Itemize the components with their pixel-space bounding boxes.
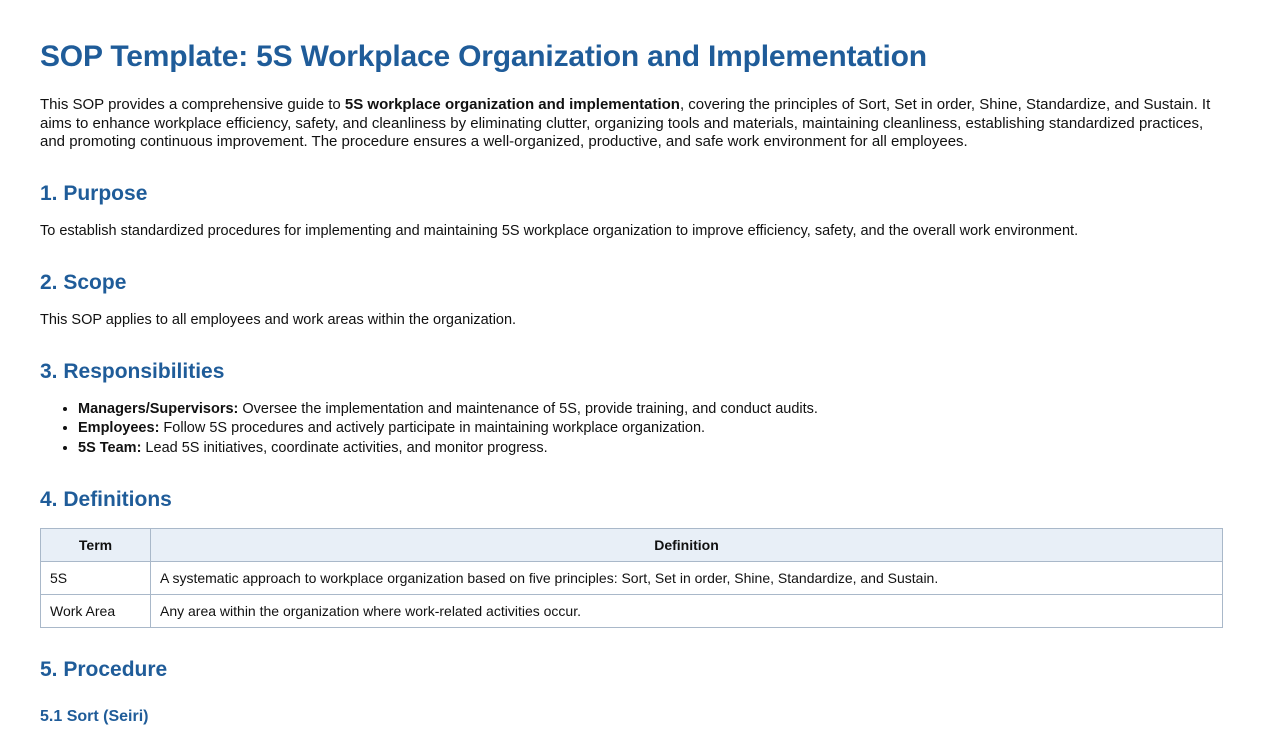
section-heading-purpose: 1. Purpose <box>40 181 148 205</box>
intro-part-1: This SOP provides a comprehensive guide to <box>40 96 345 113</box>
subsection-heading-sort: 5.1 Sort (Seiri) <box>40 708 149 725</box>
table-cell-term: 5S <box>41 562 151 595</box>
list-item-text: Follow 5S procedures and actively participate in maintaining workplace organization. <box>159 420 706 436</box>
section-heading-scope: 2. Scope <box>40 270 127 294</box>
table-cell-definition: A systematic approach to workplace organization based on five principles: Sort, Set in order, Shine, Standardize, and Sustain. <box>151 562 1223 595</box>
section-heading-definitions: 4. Definitions <box>40 488 172 511</box>
responsibilities-list <box>40 400 1223 459</box>
list-item <box>78 439 1223 459</box>
table-cell-term: Work Area <box>41 595 151 628</box>
definitions-table <box>40 528 1223 628</box>
list-item-role: Managers/Supervisors: <box>78 400 239 417</box>
page-title: SOP Template: 5S Workplace Organization and Implementation <box>40 40 927 73</box>
document-intro <box>40 96 1223 152</box>
table-cell-definition: Any area within the organization where work-related activities occur. <box>151 595 1223 628</box>
section-heading-responsibilities: 3. Responsibilities <box>40 359 225 383</box>
table-column-header-definition: Definition <box>151 529 1223 562</box>
list-item-role: 5S Team: <box>78 439 142 456</box>
intro-part-2: , covering the principles of Sort, Set in order, Shine, Standardize, and Sustain. It aims to enhance workplace efficiency, safety, and cleanliness by eliminating clutter, organizing tools and materials, maintaining cleanliness, establishing standardized practices, and promoting continuous improvement. The procedure ensures a well-organized, productive, and safe work environment for all employees. <box>40 96 1211 150</box>
table-row <box>41 562 1223 595</box>
section-text-scope: This SOP applies to all employees and work areas within the organization. <box>40 311 517 328</box>
list-item <box>78 419 1223 439</box>
list-item-role: Employees: <box>78 420 160 436</box>
list-item-text: Lead 5S initiatives, coordinate activities, and monitor progress. <box>141 439 548 456</box>
table-header-row <box>41 529 1223 562</box>
list-item <box>78 400 1223 420</box>
section-heading-procedure: 5. Procedure <box>40 658 168 681</box>
table-row <box>41 595 1223 628</box>
section-text-purpose: To establish standardized procedures for implementing and maintaining 5S workplace organization to improve efficiency, safety, and the overall work environment. <box>40 222 1079 239</box>
list-item-text: Oversee the implementation and maintenance of 5S, provide training, and conduct audits. <box>238 400 818 417</box>
intro-emphasis: 5S workplace organization and implementation <box>344 96 680 113</box>
table-column-header-term: Term <box>41 529 151 562</box>
